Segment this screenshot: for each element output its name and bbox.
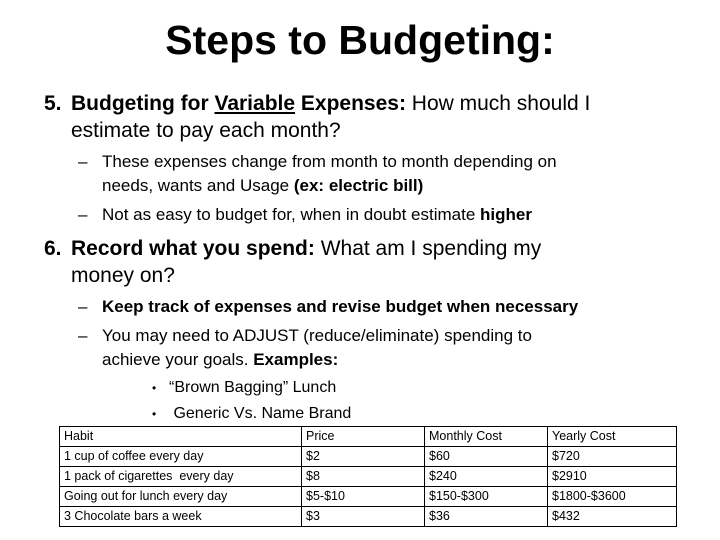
table-cell: $5-$10	[302, 487, 425, 507]
example-2: • Generic Vs. Name Brand	[152, 401, 552, 427]
dash-marker: –	[78, 326, 88, 345]
step-5-sub-2: – Not as easy to budget for, when in doubt estimate higher	[78, 203, 698, 227]
table-cell: $36	[425, 507, 548, 527]
table-cell: $8	[302, 467, 425, 487]
table-cell: $150-$300	[425, 487, 548, 507]
step-5-label: Budgeting for Variable Expenses:	[71, 92, 406, 115]
step-6-question-cont: money on?	[71, 264, 175, 287]
dash-marker: –	[78, 205, 88, 224]
step-5	[44, 90, 704, 144]
header-monthly-cost: Monthly Cost	[425, 427, 548, 447]
header-habit: Habit	[60, 427, 302, 447]
step-6-question: What am I spending my	[314, 237, 542, 260]
header-yearly-cost: Yearly Cost	[548, 427, 677, 447]
table-row	[60, 507, 677, 527]
table-header-row	[60, 427, 677, 447]
step-6-number: 6.	[44, 237, 62, 260]
step-5-number: 5.	[44, 92, 62, 115]
table-cell: $1800-$3600	[548, 487, 677, 507]
step-5-sub-1: – These expenses change from month to month depending on needs, wants and Usage (ex: electric bill)	[78, 152, 557, 195]
table-cell: $3	[302, 507, 425, 527]
table-cell: $60	[425, 447, 548, 467]
habit-cost-table	[59, 426, 677, 527]
table-cell: Going out for lunch every day	[60, 487, 302, 507]
table-cell: $432	[548, 507, 677, 527]
bullet-marker: •	[152, 381, 157, 395]
table-cell: $2	[302, 447, 425, 467]
step-6	[44, 235, 704, 289]
table-cell: $240	[425, 467, 548, 487]
step-6-sub-1: – Keep track of expenses and revise budget when necessary	[78, 295, 698, 319]
step-5-question-cont: estimate to pay each month?	[71, 119, 341, 142]
header-price: Price	[302, 427, 425, 447]
dash-marker: –	[78, 297, 88, 316]
table-row	[60, 487, 677, 507]
table-cell: $2910	[548, 467, 677, 487]
dash-marker: –	[78, 152, 88, 171]
table-row	[60, 447, 677, 467]
table-row	[60, 467, 677, 487]
step-6-sub-2: – You may need to ADJUST (reduce/eliminate) spending to achieve your goals. Examples:	[78, 326, 532, 369]
slide-title: Steps to Budgeting:	[165, 17, 555, 63]
bullet-marker: •	[152, 407, 157, 421]
table-cell: $720	[548, 447, 677, 467]
step-5-question: How much should I	[405, 92, 591, 115]
table-cell: 3 Chocolate bars a week	[60, 507, 302, 527]
example-1: • “Brown Bagging” Lunch	[152, 375, 552, 401]
table-cell: 1 pack of cigarettes every day	[60, 467, 302, 487]
table-cell: 1 cup of coffee every day	[60, 447, 302, 467]
step-6-label: Record what you spend:	[71, 237, 315, 260]
